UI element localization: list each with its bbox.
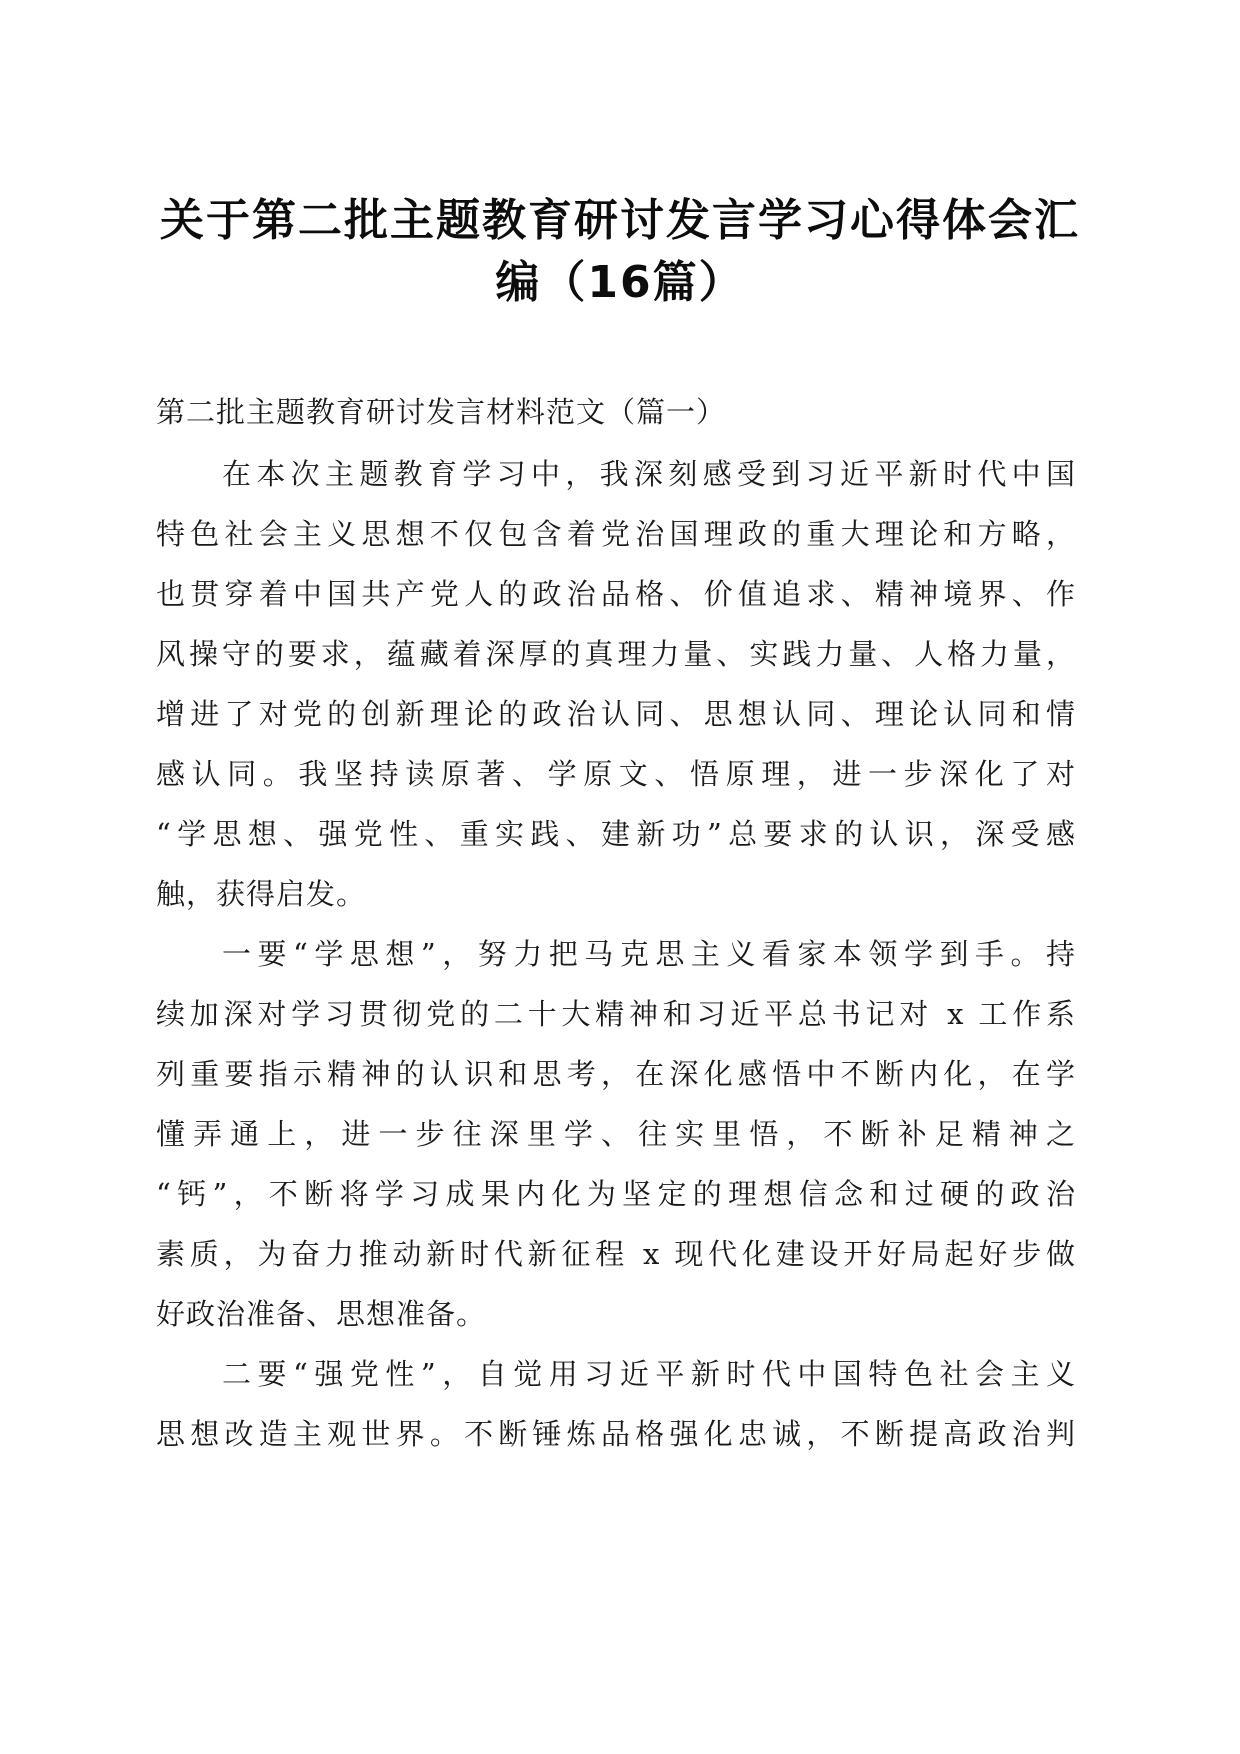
- paragraph-2-line: 列重要指示精神的认识和思考，在深化感悟中不断内化，在学: [156, 1057, 1076, 1091]
- paragraph-2-line: 素质，为奋力推动新时代新征程 x 现代化建设开好局起好步做: [156, 1237, 1076, 1271]
- paragraph-1-line: “学思想、强党性、重实践、建新功”总要求的认识，深受感: [156, 817, 1076, 851]
- paragraph-3-line: 二要“强党性”，自觉用习近平新时代中国特色社会主义: [222, 1357, 1076, 1391]
- paragraph-2-line: 续加深对学习贯彻党的二十大精神和习近平总书记对 x 工作系: [156, 997, 1076, 1031]
- paragraph-1-line: 风操守的要求，蕴藏着深厚的真理力量、实践力量、人格力量，: [156, 637, 1076, 671]
- paragraph-1-line: 增进了对党的创新理论的政治认同、思想认同、理论认同和情: [156, 697, 1076, 731]
- paragraph-2-line: “钙”，不断将学习成果内化为坚定的理想信念和过硬的政治: [156, 1177, 1076, 1211]
- paragraph-1-line: 特色社会主义思想不仅包含着党治国理政的重大理论和方略，: [156, 517, 1076, 551]
- title-line-2: 编（16篇）: [495, 257, 745, 308]
- paragraph-1-line: 在本次主题教育学习中，我深刻感受到习近平新时代中国: [222, 457, 1076, 491]
- document-title: [140, 190, 1100, 314]
- paragraph-2-line: 一要“学思想”，努力把马克思主义看家本领学到手。持: [222, 937, 1076, 971]
- paragraph-3-line: 思想改造主观世界。不断锤炼品格强化忠诚，不断提高政治判: [156, 1417, 1076, 1451]
- paragraph-1-line: 触，获得启发。: [156, 877, 367, 911]
- paragraph-1-line: 也贯穿着中国共产党人的政治品格、价值追求、精神境界、作: [156, 577, 1076, 611]
- paragraph-2-line: 懂弄通上，进一步往深里学、往实里悟，不断补足精神之: [156, 1117, 1076, 1151]
- paragraph-1-line: 感认同。我坚持读原著、学原文、悟原理，进一步深化了对: [156, 757, 1076, 791]
- paragraph-2-line: 好政治准备、思想准备。: [156, 1297, 487, 1331]
- section-heading: 第二批主题教育研讨发言材料范文（篇一）: [156, 395, 727, 429]
- title-line-1: 关于第二批主题教育研讨发言学习心得体会汇: [160, 195, 1080, 246]
